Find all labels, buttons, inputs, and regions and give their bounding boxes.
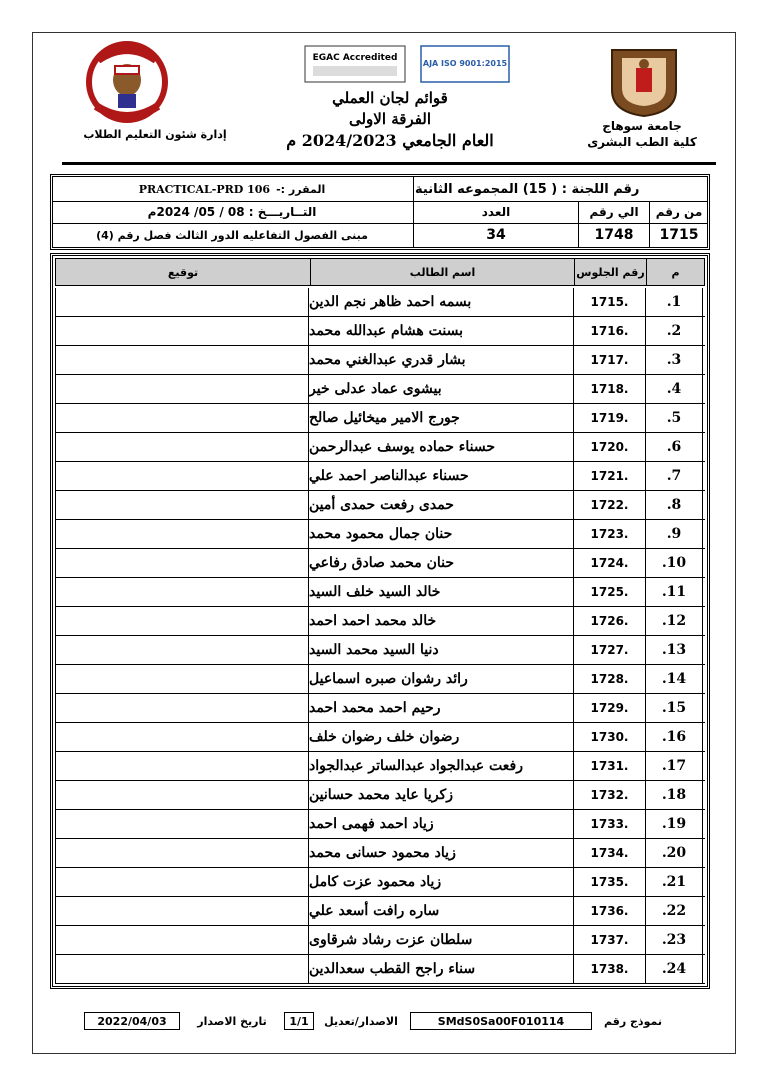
table-row bbox=[55, 288, 705, 317]
student-affairs-label: إدارة شئون التعليم الطلاب bbox=[83, 128, 227, 141]
seat-number: 1717. bbox=[573, 346, 645, 374]
document-title-block bbox=[280, 88, 500, 151]
student-name: ساره رافت أسعد علي bbox=[309, 903, 440, 919]
academic-year-level: الفرقة الاولى bbox=[348, 110, 432, 128]
header-row-number: م bbox=[646, 259, 704, 285]
signature-cell bbox=[55, 636, 309, 664]
signature-cell bbox=[55, 433, 309, 461]
table-header bbox=[55, 258, 705, 286]
exam-date: التــاريـــخ : 08 / 05/ 2024م bbox=[147, 205, 317, 219]
signature-cell bbox=[55, 607, 309, 635]
seat-number: 1729. bbox=[573, 694, 645, 722]
table-row bbox=[55, 607, 705, 636]
course-label: المقرر :- bbox=[276, 182, 326, 196]
seat-number: 1737. bbox=[573, 926, 645, 954]
issue-date-label: تاريخ الاصدار bbox=[197, 1014, 267, 1028]
student-name: بيشوى عماد عدلى خير bbox=[309, 381, 442, 397]
row-number: .3 bbox=[645, 346, 703, 374]
table-row bbox=[55, 520, 705, 549]
student-name: زكريا عايد محمد حسانين bbox=[309, 787, 453, 803]
seat-number: 1734. bbox=[573, 839, 645, 867]
signature-cell bbox=[55, 317, 309, 345]
row-number: .20 bbox=[645, 839, 703, 867]
student-name: حنان جمال محمود محمد bbox=[309, 526, 453, 542]
document-footer bbox=[84, 1012, 702, 1032]
committee-number: رقم اللجنة : ( 15) المجموعه الثانية bbox=[415, 181, 640, 197]
seat-number: 1720. bbox=[573, 433, 645, 461]
signature-cell bbox=[55, 665, 309, 693]
table-row bbox=[55, 752, 705, 781]
student-name: رضوان خلف رضوان خلف bbox=[309, 729, 460, 745]
header-seat-number: رقم الجلوس bbox=[574, 259, 646, 285]
row-number: .15 bbox=[645, 694, 703, 722]
table-row bbox=[55, 317, 705, 346]
row-number: .9 bbox=[645, 520, 703, 548]
student-name: رائد رشوان صبره اسماعيل bbox=[309, 671, 468, 687]
seat-number: 1715. bbox=[573, 288, 645, 316]
table-row bbox=[55, 781, 705, 810]
signature-cell bbox=[55, 694, 309, 722]
revision-value: 1/1 bbox=[284, 1012, 314, 1030]
to-number: 1748 bbox=[594, 227, 634, 243]
row-number: .17 bbox=[645, 752, 703, 780]
seat-number: 1735. bbox=[573, 868, 645, 896]
row-number: .4 bbox=[645, 375, 703, 403]
student-name: بسنت هشام عبدالله محمد bbox=[309, 323, 463, 339]
faculty-name: كلية الطب البشرى bbox=[587, 135, 697, 149]
egac-text: EGAC Accredited bbox=[312, 53, 398, 63]
signature-cell bbox=[55, 404, 309, 432]
seat-number: 1716. bbox=[573, 317, 645, 345]
row-number: .2 bbox=[645, 317, 703, 345]
from-number: 1715 bbox=[659, 227, 699, 243]
table-row bbox=[55, 723, 705, 752]
signature-cell bbox=[55, 810, 309, 838]
seat-number: 1738. bbox=[573, 955, 645, 983]
seat-number: 1722. bbox=[573, 491, 645, 519]
university-logo bbox=[602, 42, 686, 118]
row-number: .23 bbox=[645, 926, 703, 954]
student-name: حنان محمد صادق رفاعي bbox=[309, 555, 455, 571]
seat-number: 1718. bbox=[573, 375, 645, 403]
faculty-logo-left bbox=[68, 40, 186, 126]
committee-info-box bbox=[50, 174, 710, 250]
signature-cell bbox=[55, 346, 309, 374]
row-number: .10 bbox=[645, 549, 703, 577]
table-row bbox=[55, 810, 705, 839]
table-row bbox=[55, 694, 705, 723]
student-name: زياد احمد فهمى احمد bbox=[309, 816, 434, 832]
table-row bbox=[55, 462, 705, 491]
student-name: خالد السيد خلف السيد bbox=[309, 584, 441, 600]
seat-number: 1724. bbox=[573, 549, 645, 577]
revision-label: الاصدار/تعديل bbox=[324, 1014, 398, 1028]
seat-number: 1730. bbox=[573, 723, 645, 751]
seat-number: 1736. bbox=[573, 897, 645, 925]
signature-cell bbox=[55, 839, 309, 867]
student-name: جورج الامير ميخائيل صالح bbox=[309, 410, 460, 426]
course-field bbox=[53, 177, 411, 201]
aja-text: AJA ISO 9001:2015 bbox=[422, 59, 508, 68]
signature-cell bbox=[55, 868, 309, 896]
row-number: .18 bbox=[645, 781, 703, 809]
header-divider bbox=[62, 162, 716, 165]
student-name: بسمه احمد ظاهر نجم الدين bbox=[309, 294, 472, 310]
student-name: رحيم احمد محمد احمد bbox=[309, 700, 441, 716]
row-number: .5 bbox=[645, 404, 703, 432]
signature-cell bbox=[55, 926, 309, 954]
student-list-table bbox=[50, 253, 710, 989]
form-number-label: نموذج رقم bbox=[604, 1014, 662, 1028]
row-number: .19 bbox=[645, 810, 703, 838]
row-number: .13 bbox=[645, 636, 703, 664]
signature-cell bbox=[55, 491, 309, 519]
signature-cell bbox=[55, 781, 309, 809]
row-number: .16 bbox=[645, 723, 703, 751]
signature-cell bbox=[55, 375, 309, 403]
signature-cell bbox=[55, 723, 309, 751]
signature-cell bbox=[55, 549, 309, 577]
seat-number: 1727. bbox=[573, 636, 645, 664]
student-name: حسناء حماده يوسف عبدالرحمن bbox=[309, 439, 495, 455]
exam-location: مبنى الفصول التفاعليه الدور الثالث فصل رقم (4) bbox=[96, 228, 368, 242]
row-number: .22 bbox=[645, 897, 703, 925]
seat-number: 1726. bbox=[573, 607, 645, 635]
student-name: حمدى رفعت حمدى أمين bbox=[309, 497, 454, 513]
table-row bbox=[55, 578, 705, 607]
student-count: 34 bbox=[486, 227, 506, 243]
row-number: .1 bbox=[645, 288, 703, 316]
student-name: رفعت عبدالجواد عبدالساتر عبدالجواد bbox=[309, 758, 523, 774]
row-number: .8 bbox=[645, 491, 703, 519]
student-name: سناء راجح القطب سعدالدين bbox=[309, 961, 476, 977]
seat-number: 1728. bbox=[573, 665, 645, 693]
row-number: .11 bbox=[645, 578, 703, 606]
student-name: زياد محمود عزت كامل bbox=[309, 874, 442, 890]
seat-number: 1733. bbox=[573, 810, 645, 838]
row-number: .6 bbox=[645, 433, 703, 461]
student-name: سلطان عزت رشاد شرقاوى bbox=[309, 932, 473, 948]
academic-year: العام الجامعي 2024/2023 م bbox=[286, 131, 494, 150]
table-row bbox=[55, 665, 705, 694]
course-code: PRACTICAL-PRD 106 bbox=[138, 182, 271, 196]
student-name: بشار قدري عبدالغني محمد bbox=[309, 352, 466, 368]
table-row bbox=[55, 433, 705, 462]
table-row bbox=[55, 636, 705, 665]
count-label: العدد bbox=[481, 205, 511, 219]
seat-number: 1731. bbox=[573, 752, 645, 780]
certification-logos bbox=[303, 44, 513, 84]
table-row bbox=[55, 375, 705, 404]
table-row bbox=[55, 897, 705, 926]
table-row bbox=[55, 868, 705, 897]
header-signature: توقيع bbox=[167, 265, 199, 279]
document-title: قوائم لجان العملي bbox=[332, 89, 448, 107]
table-row bbox=[55, 346, 705, 375]
issue-date: 2022/04/03 bbox=[84, 1012, 180, 1030]
signature-cell bbox=[55, 955, 309, 983]
signature-cell bbox=[55, 462, 309, 490]
to-number-label: الي رقم bbox=[589, 205, 639, 219]
signature-cell bbox=[55, 288, 309, 316]
university-name: جامعة سوهاج bbox=[602, 119, 682, 133]
student-name: زياد محمود حسانى محمد bbox=[309, 845, 456, 861]
seat-number: 1732. bbox=[573, 781, 645, 809]
seat-number: 1721. bbox=[573, 462, 645, 490]
seat-number: 1723. bbox=[573, 520, 645, 548]
header-student-name: اسم الطالب bbox=[310, 259, 574, 285]
row-number: .21 bbox=[645, 868, 703, 896]
signature-cell bbox=[55, 520, 309, 548]
table-row bbox=[55, 955, 705, 984]
signature-cell bbox=[55, 752, 309, 780]
table-row bbox=[55, 926, 705, 955]
row-number: .7 bbox=[645, 462, 703, 490]
form-code: SMdS0Sa00F010114 bbox=[410, 1012, 592, 1030]
table-row bbox=[55, 549, 705, 578]
seat-number: 1725. bbox=[573, 578, 645, 606]
student-name: حسناء عبدالناصر احمد علي bbox=[309, 468, 469, 484]
from-number-label: من رقم bbox=[655, 205, 703, 219]
row-number: .12 bbox=[645, 607, 703, 635]
row-number: .24 bbox=[645, 955, 703, 983]
university-name-block bbox=[572, 118, 712, 150]
table-row bbox=[55, 404, 705, 433]
row-number: .14 bbox=[645, 665, 703, 693]
table-row bbox=[55, 839, 705, 868]
seat-number: 1719. bbox=[573, 404, 645, 432]
signature-cell bbox=[55, 897, 309, 925]
table-row bbox=[55, 491, 705, 520]
signature-cell bbox=[55, 578, 309, 606]
student-name: دنيا السيد محمد السيد bbox=[309, 642, 439, 658]
student-name: خالد محمد احمد احمد bbox=[309, 613, 437, 629]
